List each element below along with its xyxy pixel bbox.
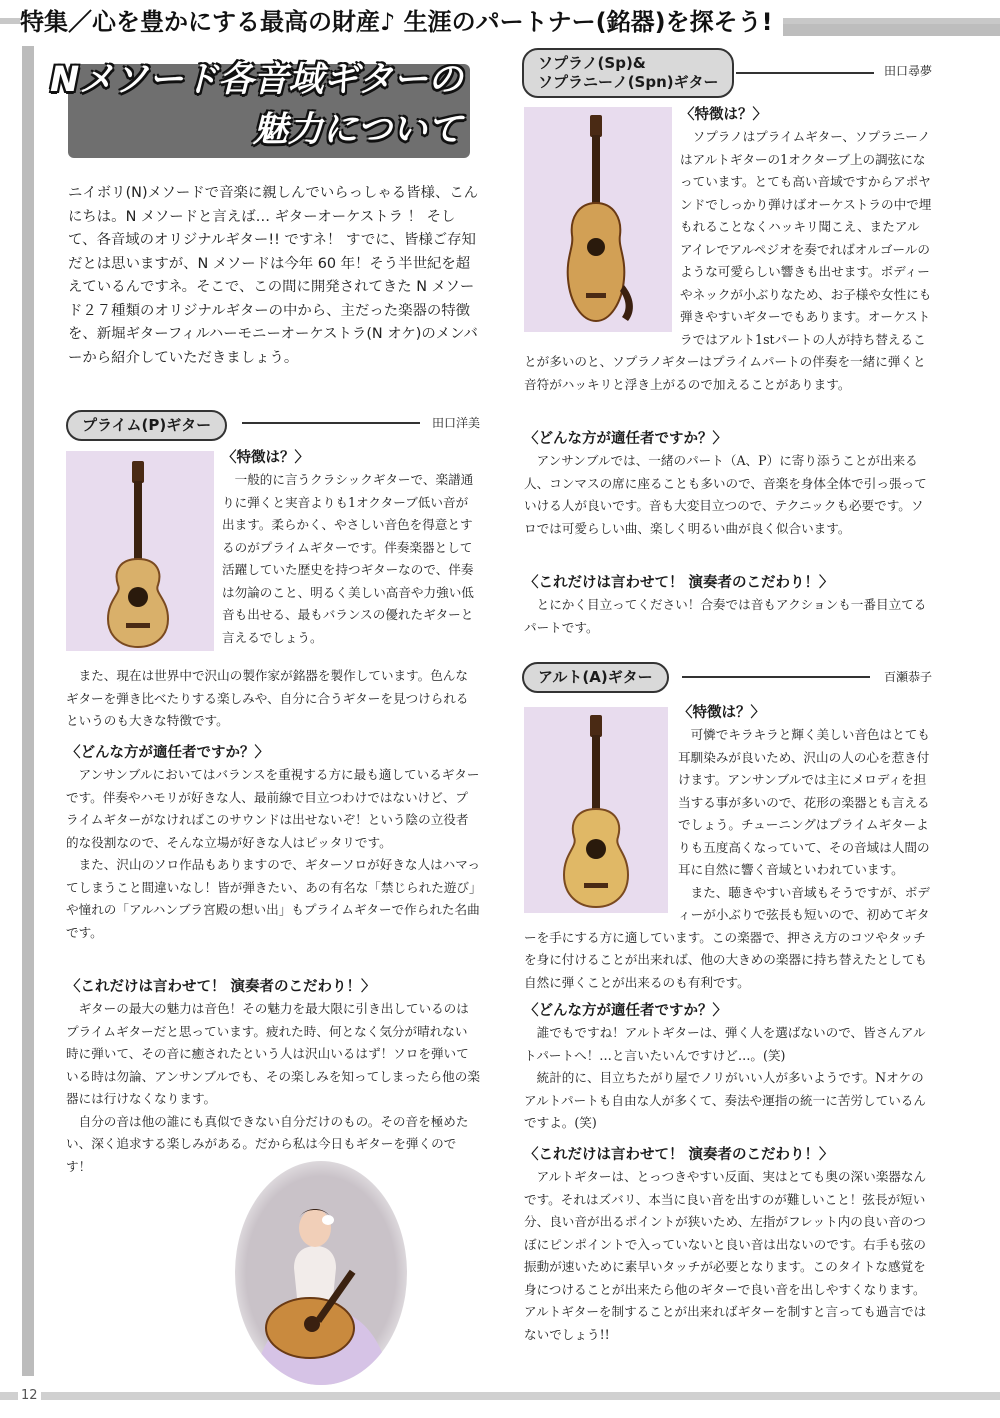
paragraph: 自分の音は他の誰にも真似できない自分だけのもの。その音を極めたい、深く追求する楽しみがある。だから私は今日もギターを弾くのです！ xyxy=(66,1113,469,1174)
paragraph: アンサンブルにおいてはバランスを重視する方に最も適しているギターです。伴奏やハモリが好きな人、最前線で目立つわけではないけど、プライムギターがなければこのサウンドは出せないぞ！という陰の立役者的な役割なので、そんな立場が好きな人はピッタリです。 xyxy=(66,767,480,850)
paragraph: 誰でもですね！アルトギターは、弾く人を選ばないので、皆さんアルトパートへ！…と言いたいんですけど…。(笑) xyxy=(524,1025,926,1063)
heading-rule xyxy=(682,676,870,678)
paragraph: また、現在は世界中で沢山の製作家が銘器を製作しています。色んなギターを弾き比べたりする楽しみや、自分に合うギターを見つけられるというのも大きな特徴です。 xyxy=(66,668,469,728)
soprano-heading-label xyxy=(522,48,734,98)
performer-photo-icon xyxy=(232,1158,410,1388)
paragraph: とにかく目立ってください！合奏では音もアクションも一番目立てるパートです。 xyxy=(524,597,927,635)
intro-paragraph: ニイボリ(N)メソードで音楽に親しんでいらっしゃる皆様、こんにちは。N メソードと言えば… ギターオーケストラ ！ そして、各音域のオリジナルギター!! ですネ！ すでに、皆様ご存知だとは思いますが、N メソードは今年 60 年！そう半世紀を超えているんですネ。そこで、この間に開発されてきた N メソード２７種類のオリジナルギターの中から、主だった楽器の特徴を、新堀ギターフィルハーモニーオーケストラ(N オケ)のメンバーから紹介していただきましょう。 xyxy=(68,185,479,366)
article-title-line1: Nメソード各音域ギターの xyxy=(50,60,463,100)
paragraph: ギターの最大の魅力は音色！その魅力を最大限に引き出しているのはプライムギターだと思っています。疲れた時、何となく気分が晴れない時に弾いて、その音に癒されたという人は沢山いるはず！ソロを弾いている時は勿論、アンサンブルでも、その楽しみを知ってしまったら他の楽器には行けなくなります。 xyxy=(66,1001,480,1106)
soprano-heading-line1: ソプラノ(Sp)& xyxy=(538,54,646,72)
soprano-suited xyxy=(524,428,932,540)
prime-guitar-photo xyxy=(66,451,214,651)
prime-author: 田口洋美 xyxy=(431,416,480,430)
paragraph: 一般的に言うクラシックギターで、楽譜通りに弾くと実音よりも1オクターブ低い音が出ます。柔らかく、やさしい音色を得意とするのがプライムギターです。伴奏楽器として活躍していた歴史を持つギターなので、伴奏は勿論のこと、明るく美しい高音や力強い低音も出せる、最もバランスの優れたギターと言えるでしょう。 xyxy=(222,472,474,645)
paragraph: アンサンブルでは、一緒のパート（A、P）に寄り添うことが出来る人、コンマスの席に座ることも多いので、音楽を身体全体で引っ張っていける人が良いです。音も大変目立つので、テクニックも必要です。ソロでは可愛らしい曲、楽しく明るい曲が良く似合います。 xyxy=(524,453,927,536)
alto-insist xyxy=(524,1144,932,1346)
performer-portrait xyxy=(232,1158,410,1388)
soprano-insist-title: 〈これだけは言わせて！ 演奏者のこだわり！〉 xyxy=(524,575,834,591)
prime-feature xyxy=(222,447,480,649)
alto-feature xyxy=(524,702,932,994)
alto-feature-title: 〈特徴は？〉 xyxy=(678,705,765,721)
prime-section-heading xyxy=(66,410,480,444)
prime-feature-continued xyxy=(66,665,480,733)
prime-insist xyxy=(66,976,480,1178)
soprano-feature xyxy=(524,104,932,396)
guitar-icon xyxy=(66,451,214,651)
soprano-feature-title: 〈特徴は？〉 xyxy=(680,107,767,123)
prime-suited-title: 〈どんな方が適任者ですか？〉 xyxy=(66,745,269,761)
article-title-line2: 魅力について xyxy=(252,110,462,150)
prime-feature-text xyxy=(222,469,480,649)
alto-suited-title: 〈どんな方が適任者ですか？〉 xyxy=(524,1003,727,1019)
prime-insist-title: 〈これだけは言わせて！ 演奏者のこだわり！〉 xyxy=(66,979,376,995)
alto-author: 百瀬恭子 xyxy=(883,670,932,684)
prime-feature-title: 〈特徴は？〉 xyxy=(222,450,309,466)
prime-insist-text xyxy=(66,998,480,1178)
alto-section-heading xyxy=(522,662,932,696)
article-title xyxy=(50,52,480,158)
paragraph: 統計的に、目立ちたがり屋でノリがいい人が多いようです。Nオケのアルトパートも自由な人が多くて、奏法や運指の統一に苦労しているんですよ。(笑) xyxy=(524,1070,926,1130)
soprano-insist-text xyxy=(524,594,932,639)
alto-insist-title: 〈これだけは言わせて！ 演奏者のこだわり！〉 xyxy=(524,1147,834,1163)
float-spacer xyxy=(524,104,680,342)
soprano-suited-text xyxy=(524,450,932,540)
soprano-suited-title: 〈どんな方が適任者ですか？〉 xyxy=(524,431,727,447)
left-margin-bar xyxy=(22,46,34,1376)
soprano-insist xyxy=(524,572,932,639)
soprano-heading-line2: ソプラニーノ(Spn)ギター xyxy=(538,73,719,91)
float-spacer xyxy=(524,702,678,918)
page-header xyxy=(0,0,1000,36)
heading-rule xyxy=(242,422,420,424)
paragraph: アルトギターは、とっつきやすい反面、実はとても奥の深い楽器なんです。それはズバリ、本当に良い音を出すのが難しいこと！弦長が短い分、良い音が出るポイントが狭いため、左指がフレット内の良い音のつぼにピンポイントで入っていないと良い音は出ないのです。右手も弦の振動が速いために素早いタッチが必要となります。このタイトな感覚を身につけることが出来たら他のギターで良い音を出しやすくなります。アルトギターを制することが出来ればギターを制すと言っても過言ではないでしょう!! xyxy=(524,1169,927,1342)
alto-heading-label: アルト(A)ギター xyxy=(522,662,669,693)
paragraph: また、聴きやすい音域もそうですが、ボディーが小ぶりで弦長も短いので、初めてギターを手にする方に適しています。この楽器で、押さえ方のコツやタッチを身に付けることが出来れば、他の大きめの楽器に持ち替えたとしても自然に弾くことが出来るのも有利です。 xyxy=(524,884,930,990)
alto-insist-text xyxy=(524,1166,932,1346)
prime-heading-label: プライム(P)ギター xyxy=(66,410,227,441)
paragraph: ソプラノはプライムギター、ソプラニーノはアルトギターの1オクターブ上の調弦になっています。とても高い音域ですからアポヤンドでしっかり弾けばオーケストラの中で埋もれることなくハッキリ聞こえ、またアルアイレでアルペジオを奏でればオルゴールのような可愛らしい響きも出せます。ボディーやネックが小ぶりなため、お子様や女性にも弾きやすいギターでもあります。オーケストラではアルト1stパートの人が持ち替えることが多いのと、ソプラノギターはプライムパートの伴奏を一緒に弾くと音符がハッキリと浮き上がるので加えることがあります。 xyxy=(524,129,932,392)
paragraph: 可憐でキラキラと輝く美しい音色はとても耳馴染みが良いため、沢山の人の心を惹き付けます。アンサンブルでは主にメロディを担当する事が多いので、花形の楽器とも言えるでしょう。チューニングはプライムギターよりも五度高くなっていて、その音域は人間の耳に自然に響く音域といわれています。 xyxy=(678,727,930,877)
page-number: 12 xyxy=(18,1388,41,1403)
alto-suited-text xyxy=(524,1022,932,1135)
paragraph: また、沢山のソロ作品もありますので、ギターソロが好きな人はハマってしまうこと間違いなし！皆が弾きたい、あの有名な「禁じられた遊び」や憧れの「アルハンブラ宮殿の想い出」もプライムギターで作られた名曲です。 xyxy=(66,857,480,940)
soprano-section-heading xyxy=(522,48,932,98)
footer-rule xyxy=(0,1392,1000,1400)
prime-suited-text xyxy=(66,764,480,944)
heading-rule xyxy=(736,72,874,74)
prime-suited xyxy=(66,742,480,944)
feature-title: 特集／心を豊かにする最高の財産♪ 生涯のパートナー(銘器)を探そう! xyxy=(20,2,783,37)
soprano-author: 田口尋夢 xyxy=(883,64,932,78)
alto-suited xyxy=(524,1000,932,1135)
